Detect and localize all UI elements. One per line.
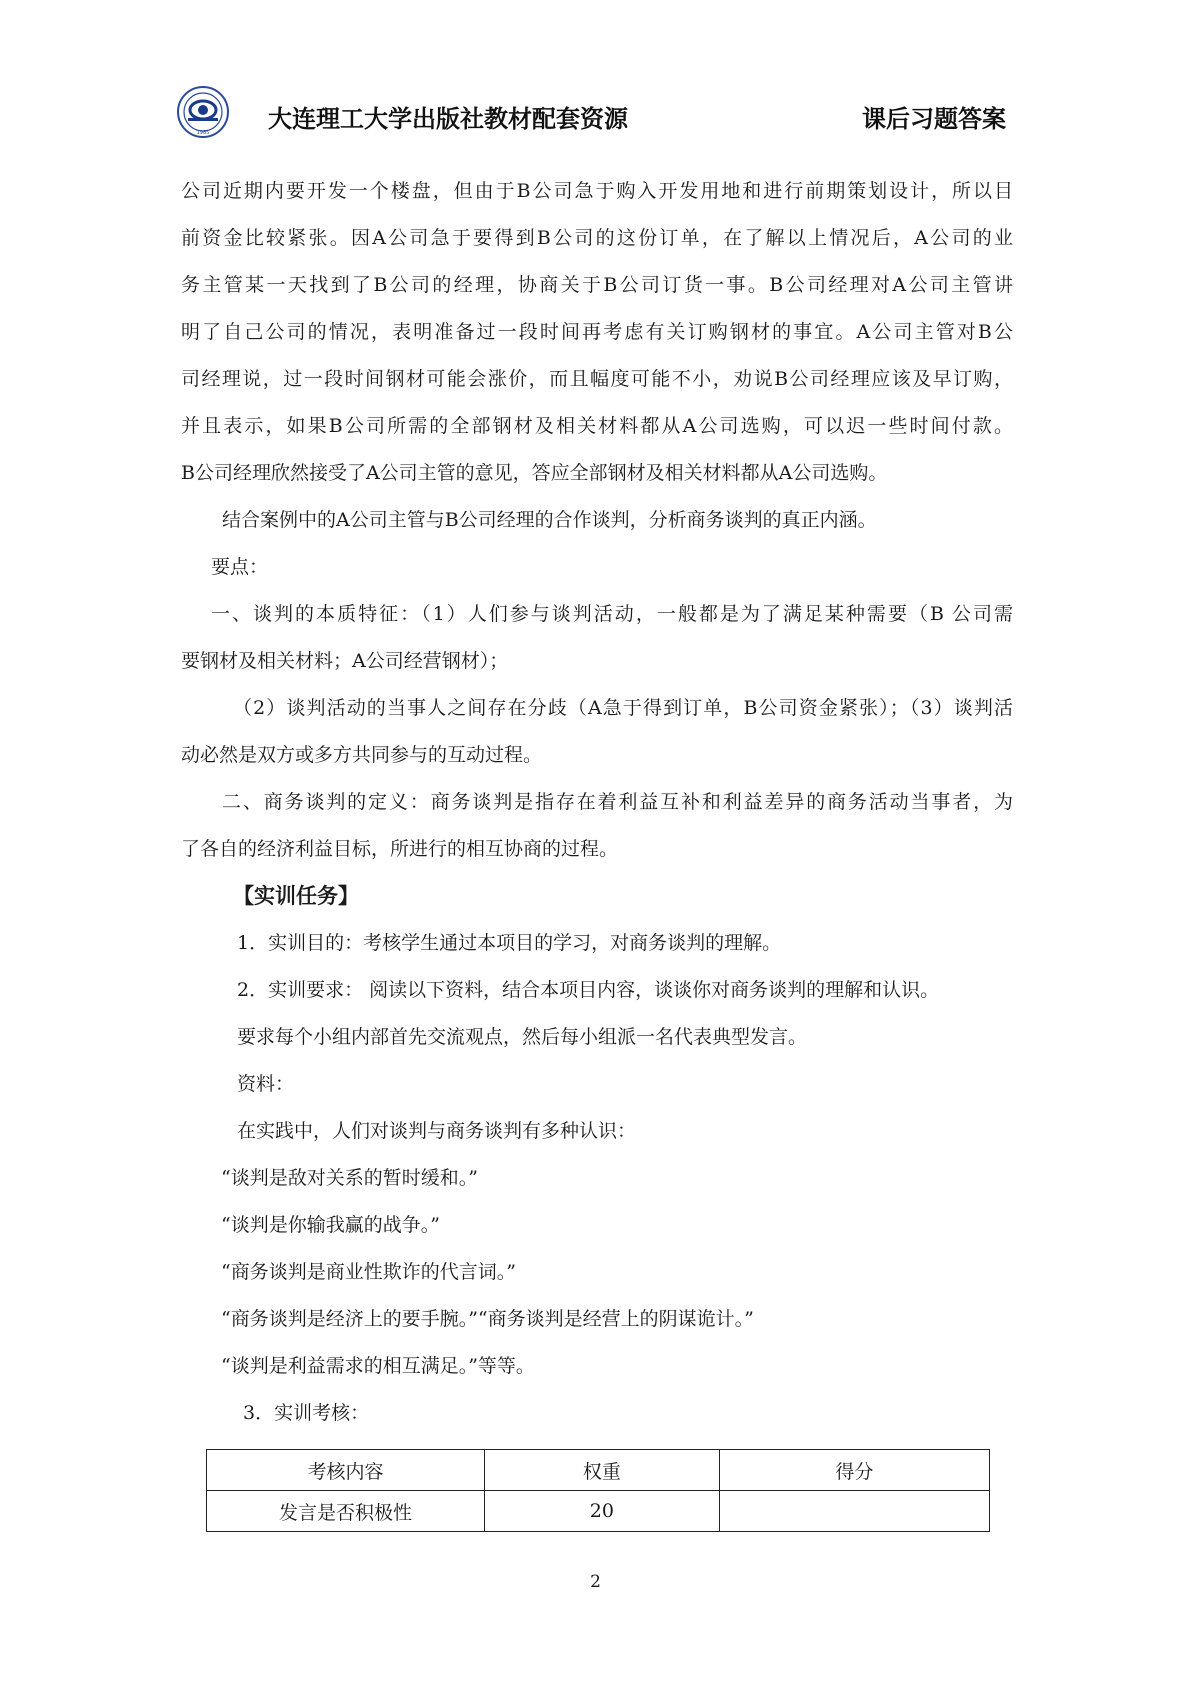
body-line: 前资金比较紧张。因A公司急于要得到B公司的这份订单，在了解以上情况后，A公司的业	[181, 227, 1013, 249]
task-line: 1．实训目的：考核学生通过本项目的学习，对商务谈判的理解。	[237, 932, 782, 954]
page-body	[181, 168, 1013, 1437]
header-right-label: 课后习题答案	[862, 105, 1006, 133]
quote-line: “谈判是你输我赢的战争。”	[221, 1214, 440, 1236]
table-cell: 20	[484, 1491, 719, 1532]
page-header	[176, 85, 1006, 149]
table-header-row	[207, 1450, 990, 1491]
task-line: 3．实训考核：	[243, 1402, 370, 1424]
assessment-table	[206, 1449, 990, 1532]
quote-line: “商务谈判是商业性欺诈的代言词。”	[221, 1261, 516, 1283]
task-line: 2．实训要求： 阅读以下资料，结合本项目内容，谈谈你对商务谈判的理解和认识。	[237, 979, 940, 1001]
table-cell	[719, 1491, 989, 1532]
table-header: 权重	[484, 1450, 719, 1491]
body-line: 了各自的经济利益目标，所进行的相互协商的过程。	[181, 838, 619, 860]
task-line: 在实践中，人们对谈判与商务谈判有多种认识：	[237, 1120, 637, 1142]
body-line: 司经理说，过一段时间钢材可能会涨价，而且幅度可能不小，劝说B公司经理应该及早订购，	[181, 368, 1013, 390]
table-row	[207, 1491, 990, 1532]
quote-line: “谈判是敌对关系的暂时缓和。”	[221, 1167, 478, 1189]
body-line: 动必然是双方或多方共同参与的互动过程。	[181, 744, 543, 766]
task-line: 要求每个小组内部首先交流观点，然后每小组派一名代表典型发言。	[237, 1026, 808, 1048]
publisher-title: 大连理工大学出版社教材配套资源	[268, 105, 628, 133]
body-line: 并且表示，如果B公司所需的全部钢材及相关材料都从A公司选购，可以迟一些时间付款。	[181, 415, 1013, 437]
question-line: 结合案例中的A公司主管与B公司经理的合作谈判，分析商务谈判的真正内涵。	[222, 509, 877, 531]
quote-line: “谈判是利益需求的相互满足。”等等。	[221, 1355, 535, 1377]
table-cell: 发言是否积极性	[207, 1491, 485, 1532]
table-header: 得分	[719, 1450, 989, 1491]
section-title: 【实训任务】	[233, 884, 359, 908]
body-line: B公司经理欣然接受了A公司主管的意见，答应全部钢材及相关材料都从A公司选购。	[181, 462, 888, 484]
body-line: 二、商务谈判的定义：商务谈判是指存在着利益互补和利益差异的商务活动当事者，为	[222, 791, 1013, 813]
task-line: 资料：	[237, 1073, 295, 1095]
body-line: 要钢材及相关材料；A公司经营钢材）；	[181, 650, 509, 672]
page-number: 2	[590, 1572, 601, 1592]
body-line: 明了自己公司的情况，表明准备过一段时间再考虑有关订购钢材的事宜。A公司主管对B公	[181, 321, 1013, 343]
key-points-label: 要点：	[211, 556, 269, 578]
university-logo-icon	[176, 85, 230, 139]
logo-year: 1985	[196, 130, 210, 136]
quote-line: “商务谈判是经济上的要手腕。”“商务谈判是经营上的阴谋诡计。”	[221, 1308, 754, 1330]
body-line: 一、谈判的本质特征：（1）人们参与谈判活动，一般都是为了满足某种需要（B 公司需	[211, 603, 1013, 625]
table-header: 考核内容	[207, 1450, 485, 1491]
body-line: （2）谈判活动的当事人之间存在分歧（A急于得到订单，B公司资金紧张）；（3）谈判活	[233, 697, 1013, 719]
body-line: 公司近期内要开发一个楼盘，但由于B公司急于购入开发用地和进行前期策划设计，所以目	[181, 180, 1013, 202]
body-line: 务主管某一天找到了B公司的经理，协商关于B公司订货一事。B公司经理对A公司主管讲	[181, 274, 1013, 296]
